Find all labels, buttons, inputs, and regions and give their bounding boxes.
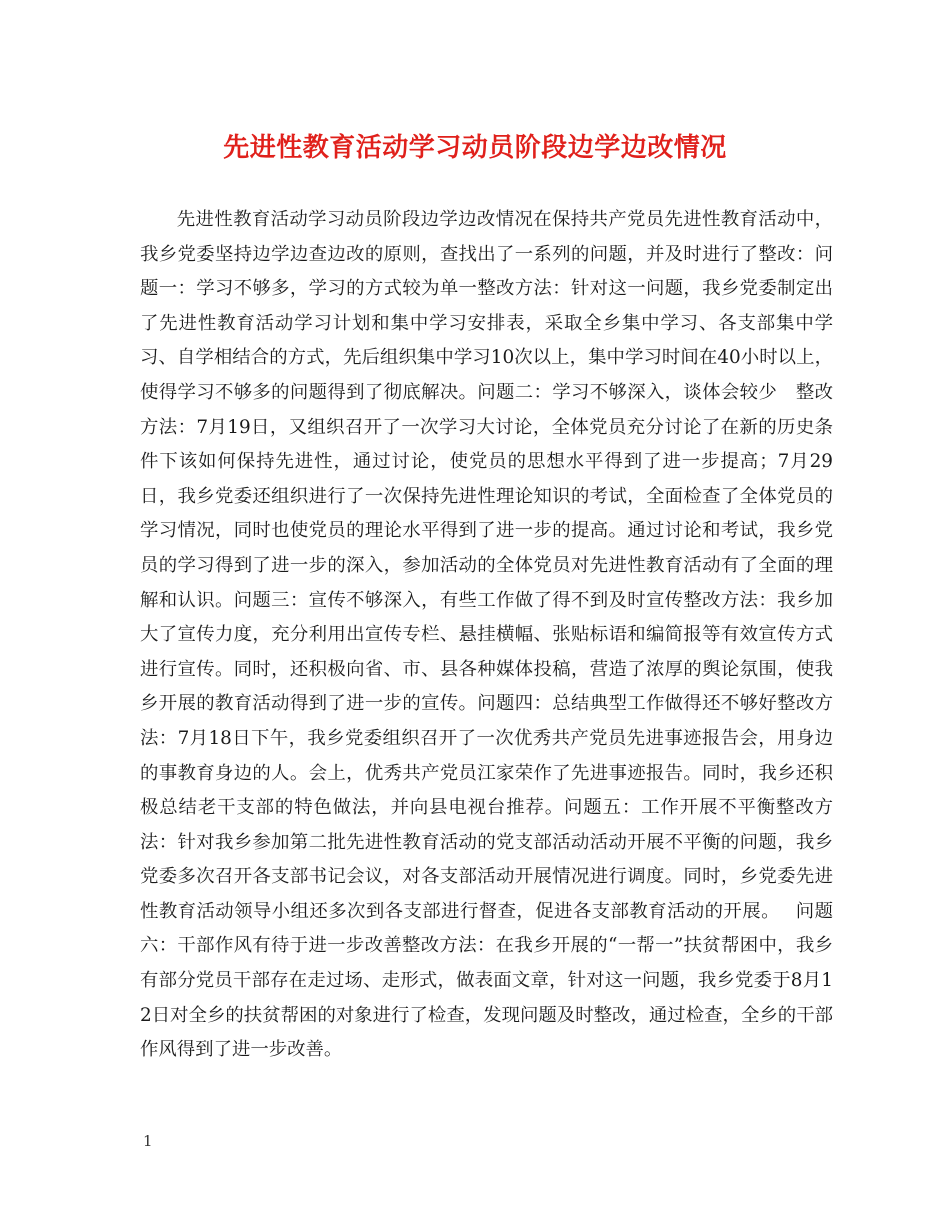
page-number: 1 [143,1132,153,1150]
document-body: 先进性教育活动学习动员阶段边学边改情况在保持共产党员先进性教育活动中，我乡党委坚持边学边查边改的原则，查找出了一系列的问题，并及时进行了整改：问题一：学习不够多，学习的方式较为单一整改方法：针对这一问题，我乡党委制定出了先进性教育活动学习计划和集中学习安排表，采取全乡集中学习、各支部集中学习、自学相结合的方式，先后组织集中学习10次以上，集中学习时间在40小时以上，使得学习不够多的问题得到了彻底解决。问题二：学习不够深入，谈体会较少 整改方法：7月19日，又组织召开了一次学习大讨论，全体党员充分讨论了在新的历史条件下该如何保持先进性，通过讨论，使党员的思想水平得到了进一步提高；7月29日，我乡党委还组织进行了一次保持先进性理论知识的考试，全面检查了全体党员的学习情况，同时也使党员的理论水平得到了进一步的提高。通过讨论和考试，我乡党员的学习得到了进一步的深入，参加活动的全体党员对先进性教育活动有了全面的理解和认识。问题三：宣传不够深入，有些工作做了得不到及时宣传整改方法：我乡加大了宣传力度，充分利用出宣传专栏、悬挂横幅、张贴标语和编简报等有效宣传方式进行宣传。同时，还积极向省、市、县各种媒体投稿，营造了浓厚的舆论氛围，使我乡开展的教育活动得到了进一步的宣传。问题四：总结典型工作做得还不够好整改方法：7月18日下午，我乡党委组织召开了一次优秀共产党员先进事迹报告会，用身边的事教育身边的人。会上，优秀共产党员江家荣作了先进事迹报告。同时，我乡还积极总结老干支部的特色做法，并向县电视台推荐。问题五：工作开展不平衡整改方法：针对我乡参加第二批先进性教育活动的党支部活动活动开展不平衡的问题，我乡党委多次召开各支部书记会议，对各支部活动开展情况进行调度。同时，乡党委先进性教育活动领导小组还多次到各支部进行督查，促进各支部教育活动的开展。 问题六：干部作风有待于进一步改善整改方法：在我乡开展的“一帮一”扶贫帮困中，我乡有部分党员干部存在走过场、走形式，做表面文章，针对这一问题，我乡党委于8月12日对全乡的扶贫帮困的对象进行了检查，发现问题及时整改，通过检查，全乡的干部作风得到了进一步改善。 [140,209,833,1061]
document-title: 先进性教育活动学习动员阶段边学边改情况 [223,133,727,163]
